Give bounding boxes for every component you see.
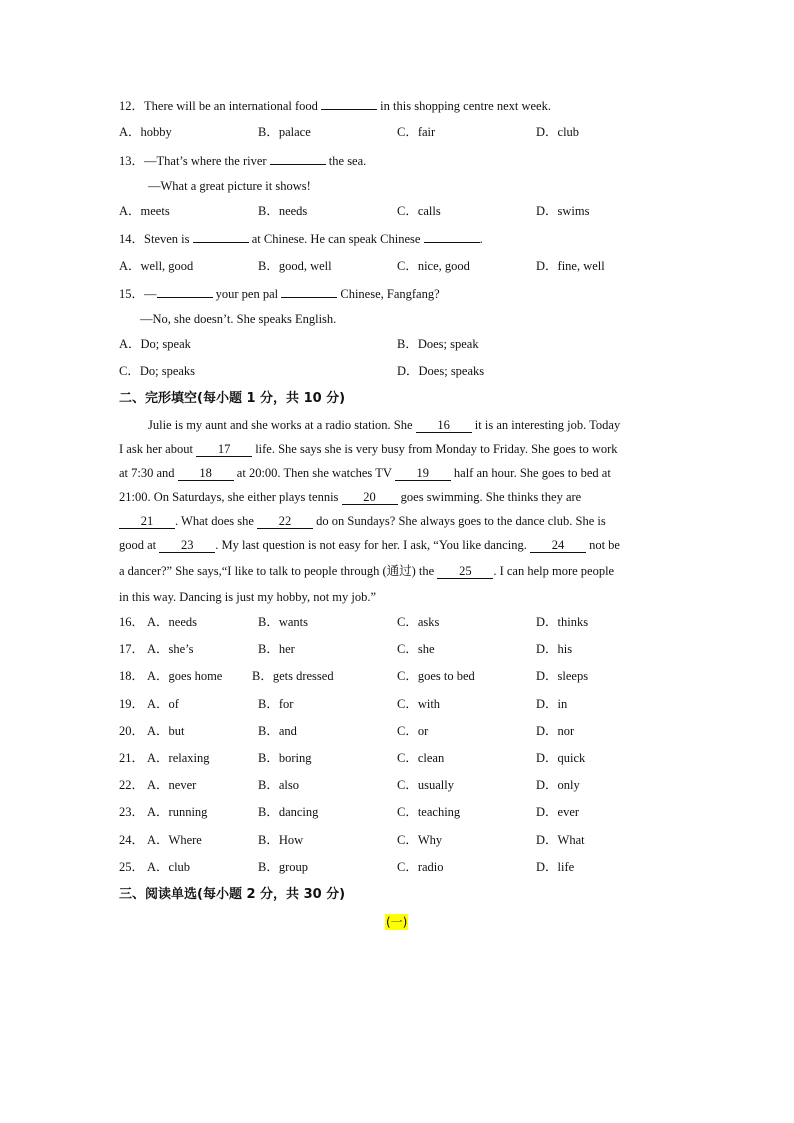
- option-d: D．swims: [536, 204, 590, 218]
- option-d: D．club: [536, 125, 580, 139]
- cloze-question-number: 23．: [119, 805, 145, 819]
- passage-line: [119, 533, 675, 557]
- option-a: A．club: [147, 860, 191, 874]
- section-heading: 三、阅读单选(每小题 2 分，共 30 分): [119, 887, 346, 902]
- answer-blank: [424, 230, 480, 243]
- option-c: C．fair: [397, 125, 436, 139]
- cloze-blank-20: 20: [342, 490, 398, 505]
- question-text: .: [479, 232, 483, 246]
- passage-text: I ask her about: [119, 442, 197, 456]
- answer-blank: [193, 230, 249, 243]
- question-14: [119, 230, 483, 247]
- option-a: A．meets: [119, 204, 170, 218]
- option-d: D．fine, well: [536, 259, 605, 273]
- cloze-question-number: 22．: [119, 778, 145, 792]
- option-d: D．in: [536, 697, 568, 711]
- question-text: —That’s where the river: [144, 154, 270, 168]
- passage-line: in this way. Dancing is just my hobby, not my job.”: [119, 590, 377, 604]
- passage-text: at 20:00. Then she watches TV: [233, 466, 395, 480]
- option-a: A．running: [147, 805, 208, 819]
- question-text: There will be an international food: [144, 99, 322, 113]
- question-number: 15．: [119, 287, 145, 301]
- cloze-blank-17: 17: [196, 442, 252, 457]
- answer-blank: [157, 285, 213, 298]
- question-dialogue-line: —No, she doesn’t. She speaks English.: [140, 312, 337, 326]
- cloze-blank-24: 24: [530, 538, 586, 553]
- cloze-blank-25: 25: [437, 564, 493, 579]
- option-b: B．good, well: [258, 259, 332, 273]
- passage-text: at 7:30 and: [119, 466, 178, 480]
- option-d: D．life: [536, 860, 575, 874]
- option-c: C．Why: [397, 833, 443, 847]
- passage-text: . What does she: [175, 514, 258, 528]
- cloze-question-number: 24．: [119, 833, 145, 847]
- question-12: [119, 97, 551, 114]
- option-c: C．nice, good: [397, 259, 470, 273]
- cloze-question-number: 16．: [119, 615, 145, 629]
- option-a: A．relaxing: [147, 751, 210, 765]
- option-b: B．needs: [258, 204, 308, 218]
- cloze-question-number: 21．: [119, 751, 145, 765]
- option-b: B．dancing: [258, 805, 319, 819]
- passage-text: not be: [585, 538, 620, 552]
- passage-line: [119, 485, 675, 509]
- passage-text: . I can help more people: [493, 564, 615, 578]
- question-number: 14．: [119, 232, 145, 246]
- option-a: A．needs: [147, 615, 197, 629]
- option-c: C．usually: [397, 778, 454, 792]
- passage-line: [119, 559, 675, 583]
- option-b: B．wants: [258, 615, 309, 629]
- option-c: C．with: [397, 697, 441, 711]
- question-15: [119, 285, 440, 302]
- option-a: A．of: [147, 697, 179, 711]
- answer-blank: [321, 97, 377, 110]
- option-c: C．teaching: [397, 805, 461, 819]
- option-b: B．palace: [258, 125, 311, 139]
- passage-line: [148, 413, 704, 437]
- question-text: at Chinese. He can speak Chinese: [248, 232, 424, 246]
- option-b: B．gets dressed: [252, 669, 334, 683]
- question-13: [119, 152, 366, 169]
- passage-line: [119, 437, 675, 461]
- option-a: A．she’s: [147, 642, 194, 656]
- option-d: D．ever: [536, 805, 580, 819]
- cloze-blank-19: 19: [395, 466, 451, 481]
- cloze-question-number: 20．: [119, 724, 145, 738]
- option-d: D．What: [536, 833, 585, 847]
- cloze-blank-21: 21: [119, 514, 175, 529]
- option-c: C．she: [397, 642, 435, 656]
- question-text: your pen pal: [212, 287, 282, 301]
- passage-line: [119, 509, 675, 533]
- answer-blank: [270, 152, 326, 165]
- cloze-blank-23: 23: [159, 538, 215, 553]
- option-c: C．asks: [397, 615, 440, 629]
- option-a: A．never: [147, 778, 197, 792]
- option-b: B．her: [258, 642, 295, 656]
- option-b: B．How: [258, 833, 304, 847]
- option-c: C．radio: [397, 860, 444, 874]
- question-text: —: [144, 287, 157, 301]
- question-text: the sea.: [325, 154, 367, 168]
- option-c: C．clean: [397, 751, 445, 765]
- option-a: A．hobby: [119, 125, 172, 139]
- option-c: C．calls: [397, 204, 441, 218]
- question-number: 13．: [119, 154, 145, 168]
- option-a: A．Where: [147, 833, 202, 847]
- option-c: C．goes to bed: [397, 669, 475, 683]
- option-c: C．Do; speaks: [119, 364, 196, 378]
- option-a: A．well, good: [119, 259, 194, 273]
- option-b: B．boring: [258, 751, 312, 765]
- option-b: B．for: [258, 697, 294, 711]
- passage-text: life. She says she is very busy from Monday to Friday. She goes to work: [252, 442, 618, 456]
- question-dialogue-line: —What a great picture it shows!: [148, 179, 311, 193]
- option-b: B．and: [258, 724, 297, 738]
- option-d: D．quick: [536, 751, 586, 765]
- cloze-question-number: 18．: [119, 669, 145, 683]
- option-a: A．goes home: [147, 669, 223, 683]
- option-d: D．only: [536, 778, 580, 792]
- option-a: A．but: [147, 724, 185, 738]
- passage-text: goes swimming. She thinks they are: [397, 490, 582, 504]
- option-c: C．or: [397, 724, 429, 738]
- passage-text: . My last question is not easy for her. I ask, “You like dancing.: [215, 538, 530, 552]
- cloze-blank-22: 22: [257, 514, 313, 529]
- cloze-question-number: 19．: [119, 697, 145, 711]
- question-number: 12．: [119, 99, 145, 113]
- option-b: B．also: [258, 778, 299, 792]
- option-b: B．group: [258, 860, 309, 874]
- option-d: D．nor: [536, 724, 575, 738]
- passage-line: [119, 461, 675, 485]
- cloze-question-number: 25．: [119, 860, 145, 874]
- passage-text: good at: [119, 538, 160, 552]
- passage-text: half an hour. She goes to bed at: [450, 466, 611, 480]
- passage-text: Julie is my aunt and she works at a radio station. She: [148, 418, 416, 432]
- passage-text: a dancer?” She says,“I like to talk to people through (通过) the: [119, 564, 438, 578]
- answer-blank: [281, 285, 337, 298]
- question-text: Chinese, Fangfang?: [337, 287, 440, 301]
- option-d: D．Does; speaks: [397, 364, 485, 378]
- question-text: Steven is: [144, 232, 193, 246]
- option-a: A．Do; speak: [119, 337, 191, 351]
- section-heading: 二、完形填空(每小题 1 分，共 10 分): [119, 391, 346, 406]
- passage-text: it is an interesting job. Today: [471, 418, 621, 432]
- option-d: D．his: [536, 642, 573, 656]
- question-text: in this shopping centre next week.: [377, 99, 551, 113]
- option-d: D．sleeps: [536, 669, 589, 683]
- passage-text: 21:00. On Saturdays, she either plays tennis: [119, 490, 342, 504]
- part-label-highlighted: (一): [386, 915, 408, 929]
- option-d: D．thinks: [536, 615, 589, 629]
- option-b: B．Does; speak: [397, 337, 479, 351]
- cloze-blank-18: 18: [178, 466, 234, 481]
- passage-text: do on Sundays? She always goes to the dance club. She is: [313, 514, 606, 528]
- cloze-question-number: 17．: [119, 642, 145, 656]
- cloze-blank-16: 16: [416, 418, 472, 433]
